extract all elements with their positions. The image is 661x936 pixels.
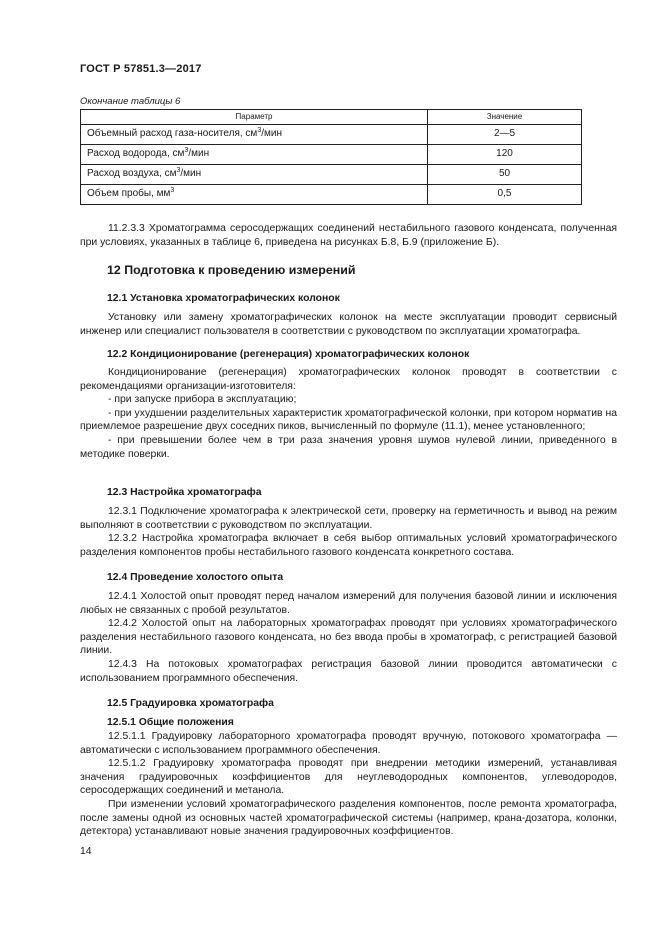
param-cell: Объем пробы, $мм^3$ — [81, 184, 428, 204]
column-header-value: Значение — [428, 110, 582, 125]
param-cell: Расход воздуха, $см^3$/мин — [81, 164, 428, 184]
paragraph-12-2: Кондиционирование (регенерация) хроматографических колонок проводят в соответствии с рекомендациями организации-изготовителя: - при запуске прибора в эксплуатацию; - при ухудшении разделительных характеристик хроматографической колонки, при котором норматив на приемлемое разрешение двух соседних пиков, вычисленный по формуле (11.1), менее установленного; - при превышении более чем в три раза значения уровня шумов нулевой линии, приведенного в методике поверки. — [80, 367, 617, 460]
table-row — [81, 184, 582, 204]
subsection-12-5-1-title: 12.5.1 Общие положения — [107, 717, 234, 728]
page-number: 14 — [80, 846, 92, 857]
parameters-table — [80, 109, 582, 205]
param-cell: Объемный расход газа-носителя, $см^3$/мин — [81, 124, 428, 144]
table-caption: Окончание таблицы 6 — [80, 96, 181, 107]
value-cell: 2—5 — [428, 124, 582, 144]
paragraph-12-5-1: 12.5.1.1 Градуировку лабораторного хроматографа проводят вручную, потокового хроматографа — автоматически с использованием программного обеспечения. 12.5.1.2 Градуировку хроматографа проводят при внедрении методики измерений, устанавливая значения градуировочных коэффициентов для неуглеводородных компонентов, углеводородов, серосодержащих соединений и метанола. При изменении условий хроматографического разделения компонентов, после ремонта хроматографа, после замены одной из основных частей хроматографической системы (например, крана-дозатора, колонки, детектора) устанавливают новые значения градуировочных коэффициентов. — [80, 731, 617, 838]
paragraph-12-1: Установку или замену хроматографических колонок на месте эксплуатации проводит сервисный инженер или специалист пользователя в соответствии с руководством по эксплуатации хроматографа. — [80, 312, 617, 337]
subsection-12-5-title: 12.5 Градуировка хроматографа — [107, 698, 274, 709]
subsection-12-4-title: 12.4 Проведение холостого опыта — [107, 572, 284, 583]
column-header-parameter: Параметр — [81, 110, 428, 125]
list-item: - при запуске прибора в эксплуатацию; — [108, 394, 297, 406]
table-row — [81, 144, 582, 164]
list-item: - при ухудшении разделительных характеристик хроматографической колонки, при котором норматив на приемлемое разрешение двух соседних пиков, вычисленный по формуле (11.1), менее установленного; — [80, 407, 617, 433]
table-row — [81, 124, 582, 144]
paragraph-11-2-3-3: 11.2.3.3 Хроматограмма серосодержащих соединений нестабильного газового конденсата, полученная при условиях, указанных в таблице 6, приведена на рисунках Б.8, Б.9 (приложение Б). — [80, 223, 617, 248]
subsection-12-3-title: 12.3 Настройка хроматографа — [107, 487, 262, 498]
table-row — [81, 164, 582, 184]
list-item: - при превышении более чем в три раза значения уровня шумов нулевой линии, приведенного в методике поверки. — [80, 434, 617, 460]
document-header: ГОСТ Р 57851.3—2017 — [80, 63, 202, 75]
subsection-12-2-title: 12.2 Кондиционирование (регенерация) хроматографических колонок — [107, 349, 470, 360]
paragraph-12-3: 12.3.1 Подключение хроматографа к электрической сети, проверку на герметичность и вывод на режим выполняют в соответствии с руководством по эксплуатации. 12.3.2 Настройка хроматографа включает в себя выбор оптимальных условий хроматографического разделения компонентов пробы нестабильного газового конденсата конкретного состава. — [80, 506, 617, 558]
value-cell: 0,5 — [428, 184, 582, 204]
subsection-12-1-title: 12.1 Установка хроматографических колонок — [107, 293, 340, 304]
value-cell: 120 — [428, 144, 582, 164]
section-12-title: 12 Подготовка к проведению измерений — [107, 263, 356, 277]
table-header-row — [81, 110, 582, 125]
value-cell: 50 — [428, 164, 582, 184]
paragraph-12-4: 12.4.1 Холостой опыт проводят перед началом измерений для получения базовой линии и исключения любых не связанных с пробой результатов. 12.4.2 Холостой опыт на лабораторных хроматографах проводят при условиях хроматографического разделения нестабильного газового конденсата, но без ввода пробы в хроматограф, с регистрацией базовой линии. 12.4.3 На потоковых хроматографах регистрация базовой линии проводится автоматически с использованием программного обеспечения. — [80, 591, 617, 684]
param-cell: Расход водорода, $см^3$/мин — [81, 144, 428, 164]
